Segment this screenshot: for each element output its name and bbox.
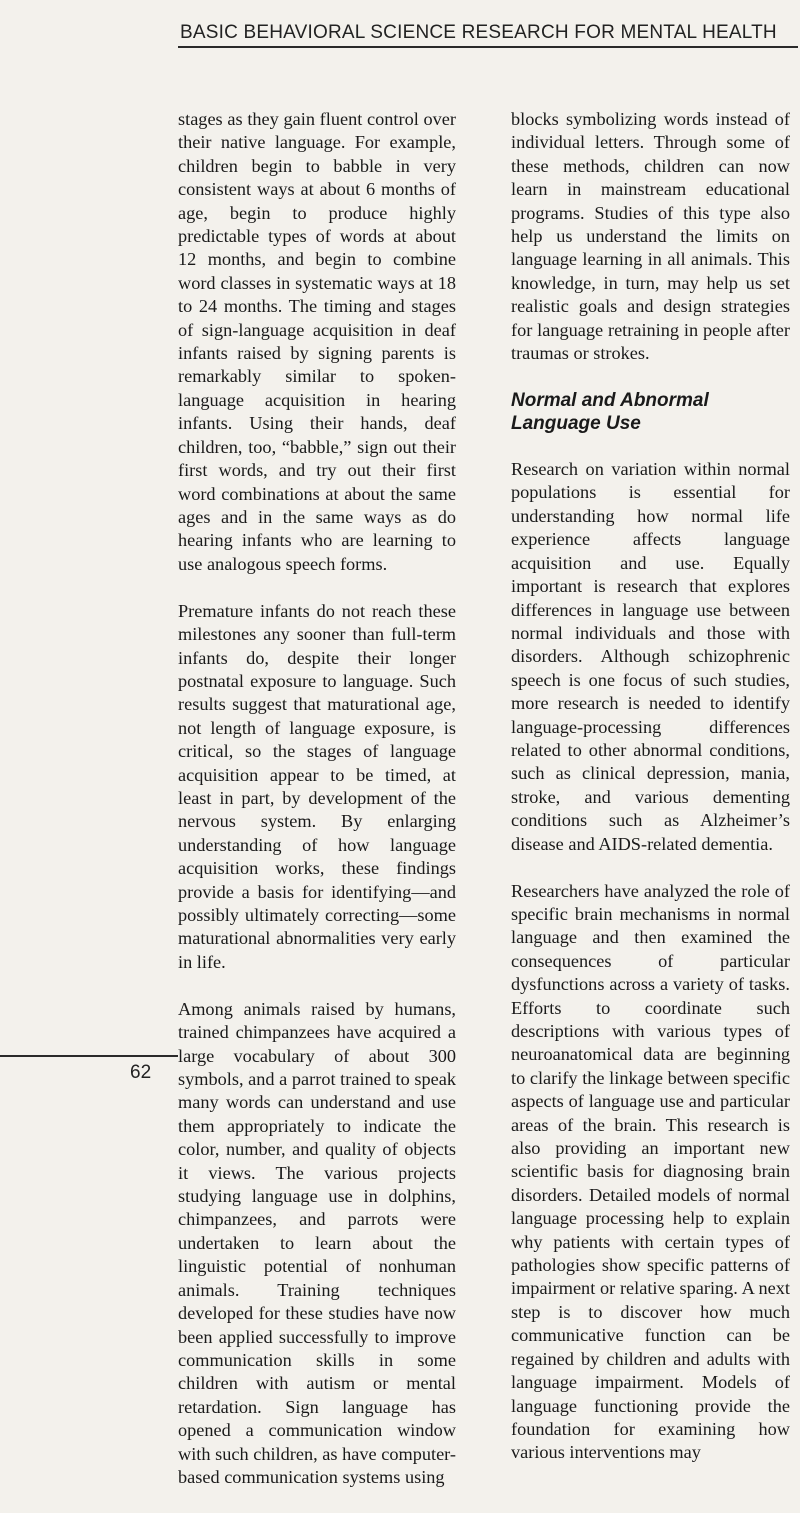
header-rule — [178, 46, 798, 48]
paragraph: Among animals raised by humans, trained chimpanzees have acquired a large vocabulary of about 300 symbols, and a parrot trained to speak many words can understand and use them appropriately to indicate the color, number, and quality of objects it views. The various projects studying language use in dolphins, chimpanzees, and parrots were undertaken to learn about the linguistic potential of nonhuman animals. Training techniques developed for these studies have now been applied successfully to improve communication skills in some children with autism or mental retardation. Sign language has opened a communication window with such children, as have computer-based communication systems using — [178, 998, 456, 1487]
section-heading: Normal and Abnormal Language Use — [511, 390, 709, 435]
paragraph: Research on variation within normal populations is essential for understanding how normal life experience affects language acquisition and use. Equally important is research that explores differences in language use between normal individuals and those with disorders. Although schizophrenic speech is one focus of such studies, more research is needed to identify language-processing differences related to other abnormal conditions, such as clinical depression, mania, stroke, and various dementing conditions such as Alzheimer’s disease and AIDS-related dementia. — [511, 459, 790, 854]
page-number: 62 — [130, 1062, 152, 1083]
paragraph: Premature infants do not reach these milestones any sooner than full-term infants do, despite their longer postnatal exposure to language. Such results suggest that maturational age, not length of language exposure, is critical, so the stages of language acquisition appear to be timed, at least in part, by development of the nervous system. By enlarging understanding of how language acquisition works, these findings provide a basis for identifying—and possibly ultimately correcting—some maturational abnormalities very early in life. — [178, 600, 456, 972]
paragraph: stages as they gain fluent control over their native language. For example, children begin to babble in very consistent ways at about 6 months of age, begin to produce highly predictable types of words at about 12 months, and begin to combine word classes in systematic ways at 18 to 24 months. The timing and stages of sign-language acquisition in deaf infants raised by signing parents is remarkably similar to spoken-language acquisition in hearing infants. Using their hands, deaf children, too, “babble,” sign out their first words, and try out their first word combinations at about the same ages and in the same ways as do hearing infants who are learning to use analogous speech forms. — [178, 109, 456, 574]
right-column — [511, 108, 790, 1488]
left-column — [178, 108, 456, 1513]
paragraph: Researchers have analyzed the role of specific brain mechanisms in normal language and then examined the consequences of particular dysfunctions across a variety of tasks. Efforts to coordinate such descriptions with various types of neuroanatomical data are beginning to clarify the linkage between specific aspects of language use and particular areas of the brain. This research is also providing an important new scientific basis for diagnosing brain disorders. Detailed models of normal language processing help to explain why patients with certain types of pathologies show specific patterns of impairment or relative sparing. A next step is to discover how much communicative function can be regained by children and adults with language impairment. Models of language functioning provide the foundation for examining how various interventions may — [511, 880, 790, 1463]
footer-rule — [0, 1055, 178, 1057]
paragraph: blocks symbolizing words instead of individual letters. Through some of these methods, children can now learn in mainstream educational programs. Studies of this type also help us understand the limits on language learning in all animals. This knowledge, in turn, may help us set realistic goals and design strategies for language retraining in people after traumas or strokes. — [511, 109, 790, 364]
running-head: BASIC BEHAVIORAL SCIENCE RESEARCH FOR MENTAL HEALTH — [180, 22, 777, 43]
